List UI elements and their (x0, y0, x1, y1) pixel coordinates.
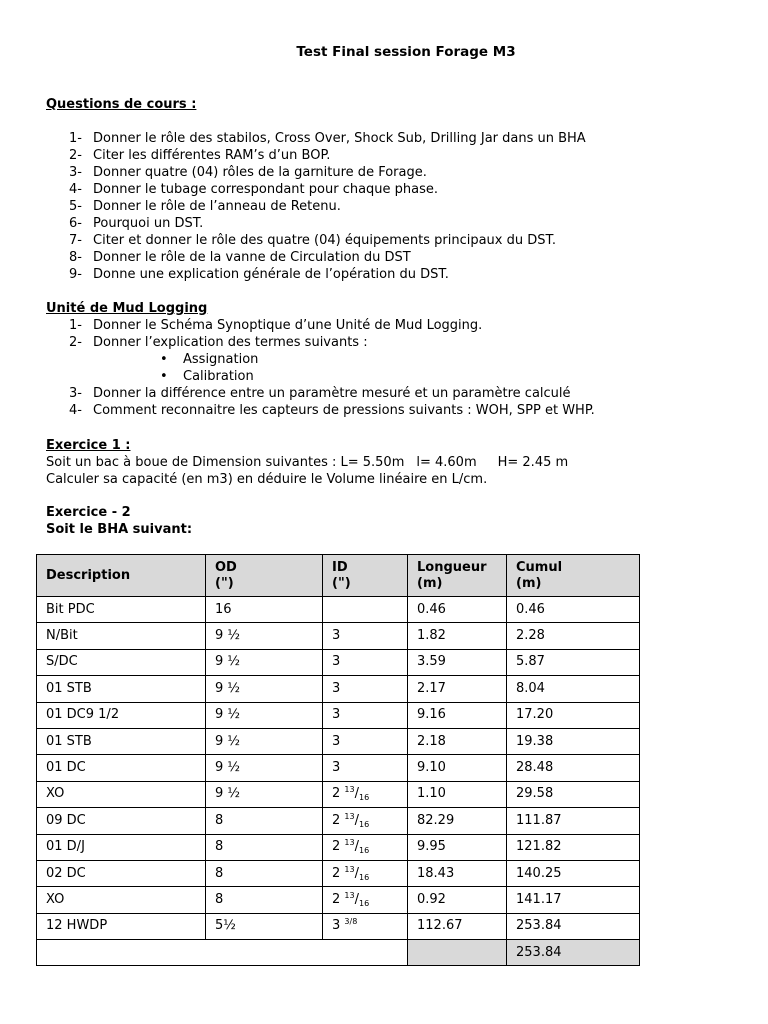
cell-cumul: 0.46 (507, 597, 640, 623)
list-item: 3- Donner la différence entre un paramètre mesuré et un paramètre calculé (69, 386, 571, 401)
list-item: 5- Donner le rôle de l’anneau de Retenu. (69, 199, 341, 214)
cell-description: 12 HWDP (37, 913, 206, 939)
cell-description: 02 DC (37, 860, 206, 886)
cell-cumul: 5.87 (507, 649, 640, 675)
cell-description: 01 STB (37, 676, 206, 702)
list-item: 4- Comment reconnaitre les capteurs de pressions suivants : WOH, SPP et WHP. (69, 403, 595, 418)
cell-description: N/Bit (37, 623, 206, 649)
cell-description: 09 DC (37, 808, 206, 834)
table-row (37, 781, 640, 807)
bullet-icon: • (160, 369, 168, 384)
table-row (37, 808, 640, 834)
cell-od: 8 (206, 808, 323, 834)
cell-cumul: 141.17 (507, 887, 640, 913)
cell-id: 2 $^{13}/_{16}$ (323, 808, 408, 834)
table-row (37, 913, 640, 939)
cell-cumul: 17.20 (507, 702, 640, 728)
cell-cumul: 2.28 (507, 623, 640, 649)
list-item: 4- Donner le tubage correspondant pour chaque phase. (69, 182, 439, 197)
cell-id: 3 (323, 623, 408, 649)
list-item: • Calibration (160, 369, 254, 384)
bullet-icon: • (160, 352, 168, 367)
cell-cumul: 28.48 (507, 755, 640, 781)
total-shaded-cell (408, 940, 507, 966)
mud-question-list-a (69, 317, 482, 351)
exercice-1-statement: Soit un bac à boue de Dimension suivantes : L= 5.50m l= 4.60m H= 2.45 m (46, 455, 569, 470)
cours-question-list (69, 130, 586, 283)
cell-cumul: 121.82 (507, 834, 640, 860)
cell-cumul: 140.25 (507, 860, 640, 886)
cell-od: 9 ½ (206, 755, 323, 781)
cell-description: S/DC (37, 649, 206, 675)
cell-od: 9 ½ (206, 702, 323, 728)
cell-id: 3 (323, 649, 408, 675)
list-item: 7- Citer et donner le rôle des quatre (04) équipements principaux du DST. (69, 233, 557, 248)
cell-cumul: 111.87 (507, 808, 640, 834)
cell-longueur: 0.46 (408, 597, 507, 623)
table-header-row (37, 555, 640, 597)
cell-longueur: 112.67 (408, 913, 507, 939)
column-header-cumul: Cumul (m) (507, 555, 640, 597)
list-item: 1- Donner le rôle des stabilos, Cross Over, Shock Sub, Drilling Jar dans un BHA (69, 131, 586, 146)
mud-bullet-list (160, 351, 258, 385)
list-item: 2- Donner l’explication des termes suivants : (69, 335, 368, 350)
cell-description: 01 DC9 1/2 (37, 702, 206, 728)
cell-od: 9 ½ (206, 676, 323, 702)
cell-id: 2 $^{13}/_{16}$ (323, 781, 408, 807)
cell-od: 9 ½ (206, 781, 323, 807)
cell-cumul: 253.84 (507, 913, 640, 939)
exercice-2-subheading: Soit le BHA suivant: (46, 522, 193, 537)
table-row (37, 728, 640, 754)
cell-id: 3 (323, 676, 408, 702)
cell-longueur: 2.18 (408, 728, 507, 754)
table-row (37, 887, 640, 913)
mud-question-list-b (69, 385, 595, 419)
cell-description: Bit PDC (37, 597, 206, 623)
cell-od: 8 (206, 887, 323, 913)
cell-description: 01 D/J (37, 834, 206, 860)
cell-cumul: 19.38 (507, 728, 640, 754)
cell-id: 2 $^{13}/_{16}$ (323, 860, 408, 886)
table-row (37, 597, 640, 623)
cell-od: 9 ½ (206, 649, 323, 675)
cell-description: XO (37, 781, 206, 807)
table-row (37, 834, 640, 860)
list-item: 9- Donne une explication générale de l’opération du DST. (69, 267, 449, 282)
document-title: Test Final session Forage M3 (296, 44, 516, 60)
cell-od: 8 (206, 834, 323, 860)
cell-longueur: 0.92 (408, 887, 507, 913)
cell-id: 3 (323, 702, 408, 728)
section-heading-mud-logging: Unité de Mud Logging (46, 301, 208, 316)
total-cumul-cell: 253.84 (507, 940, 640, 966)
cell-id (323, 597, 408, 623)
table-total-row (37, 940, 640, 966)
column-header-description: Description (37, 555, 206, 597)
cell-cumul: 29.58 (507, 781, 640, 807)
table-row (37, 755, 640, 781)
list-item: 3- Donner quatre (04) rôles de la garniture de Forage. (69, 165, 427, 180)
cell-id: 3 $^{3/8}$ (323, 913, 408, 939)
column-header-longueur: Longueur (m) (408, 555, 507, 597)
table-row (37, 702, 640, 728)
list-item: 2- Citer les différentes RAM’s d’un BOP. (69, 148, 331, 163)
section-heading-cours: Questions de cours : (46, 97, 197, 112)
cell-longueur: 1.82 (408, 623, 507, 649)
list-item: • Assignation (160, 352, 259, 367)
cell-od: 16 (206, 597, 323, 623)
cell-cumul: 8.04 (507, 676, 640, 702)
cell-description: 01 STB (37, 728, 206, 754)
bha-table (36, 554, 640, 966)
exercice-1-question: Calculer sa capacité (en m3) en déduire le Volume linéaire en L/cm. (46, 472, 488, 487)
section-heading-exercice-2: Exercice - 2 (46, 505, 131, 520)
cell-id: 3 (323, 728, 408, 754)
table-row (37, 649, 640, 675)
total-label-cell (37, 940, 408, 966)
cell-od: 9 ½ (206, 623, 323, 649)
cell-od: 9 ½ (206, 728, 323, 754)
cell-od: 8 (206, 860, 323, 886)
cell-id: 3 (323, 755, 408, 781)
column-header-id: ID (") (323, 555, 408, 597)
cell-description: 01 DC (37, 755, 206, 781)
table-row (37, 623, 640, 649)
cell-longueur: 9.16 (408, 702, 507, 728)
cell-id: 2 $^{13}/_{16}$ (323, 887, 408, 913)
cell-description: XO (37, 887, 206, 913)
list-item: 6- Pourquoi un DST. (69, 216, 204, 231)
bha-table-body (37, 597, 640, 966)
cell-longueur: 9.95 (408, 834, 507, 860)
list-item: 8- Donner le rôle de la vanne de Circulation du DST (69, 250, 411, 265)
column-header-od: OD (") (206, 555, 323, 597)
cell-longueur: 1.10 (408, 781, 507, 807)
section-heading-exercice-1: Exercice 1 : (46, 438, 131, 453)
cell-od: 5½ (206, 913, 323, 939)
list-item: 1- Donner le Schéma Synoptique d’une Unité de Mud Logging. (69, 318, 483, 333)
table-row (37, 860, 640, 886)
cell-id: 2 $^{13}/_{16}$ (323, 834, 408, 860)
cell-longueur: 3.59 (408, 649, 507, 675)
cell-longueur: 9.10 (408, 755, 507, 781)
table-row (37, 676, 640, 702)
cell-longueur: 18.43 (408, 860, 507, 886)
cell-longueur: 2.17 (408, 676, 507, 702)
cell-longueur: 82.29 (408, 808, 507, 834)
